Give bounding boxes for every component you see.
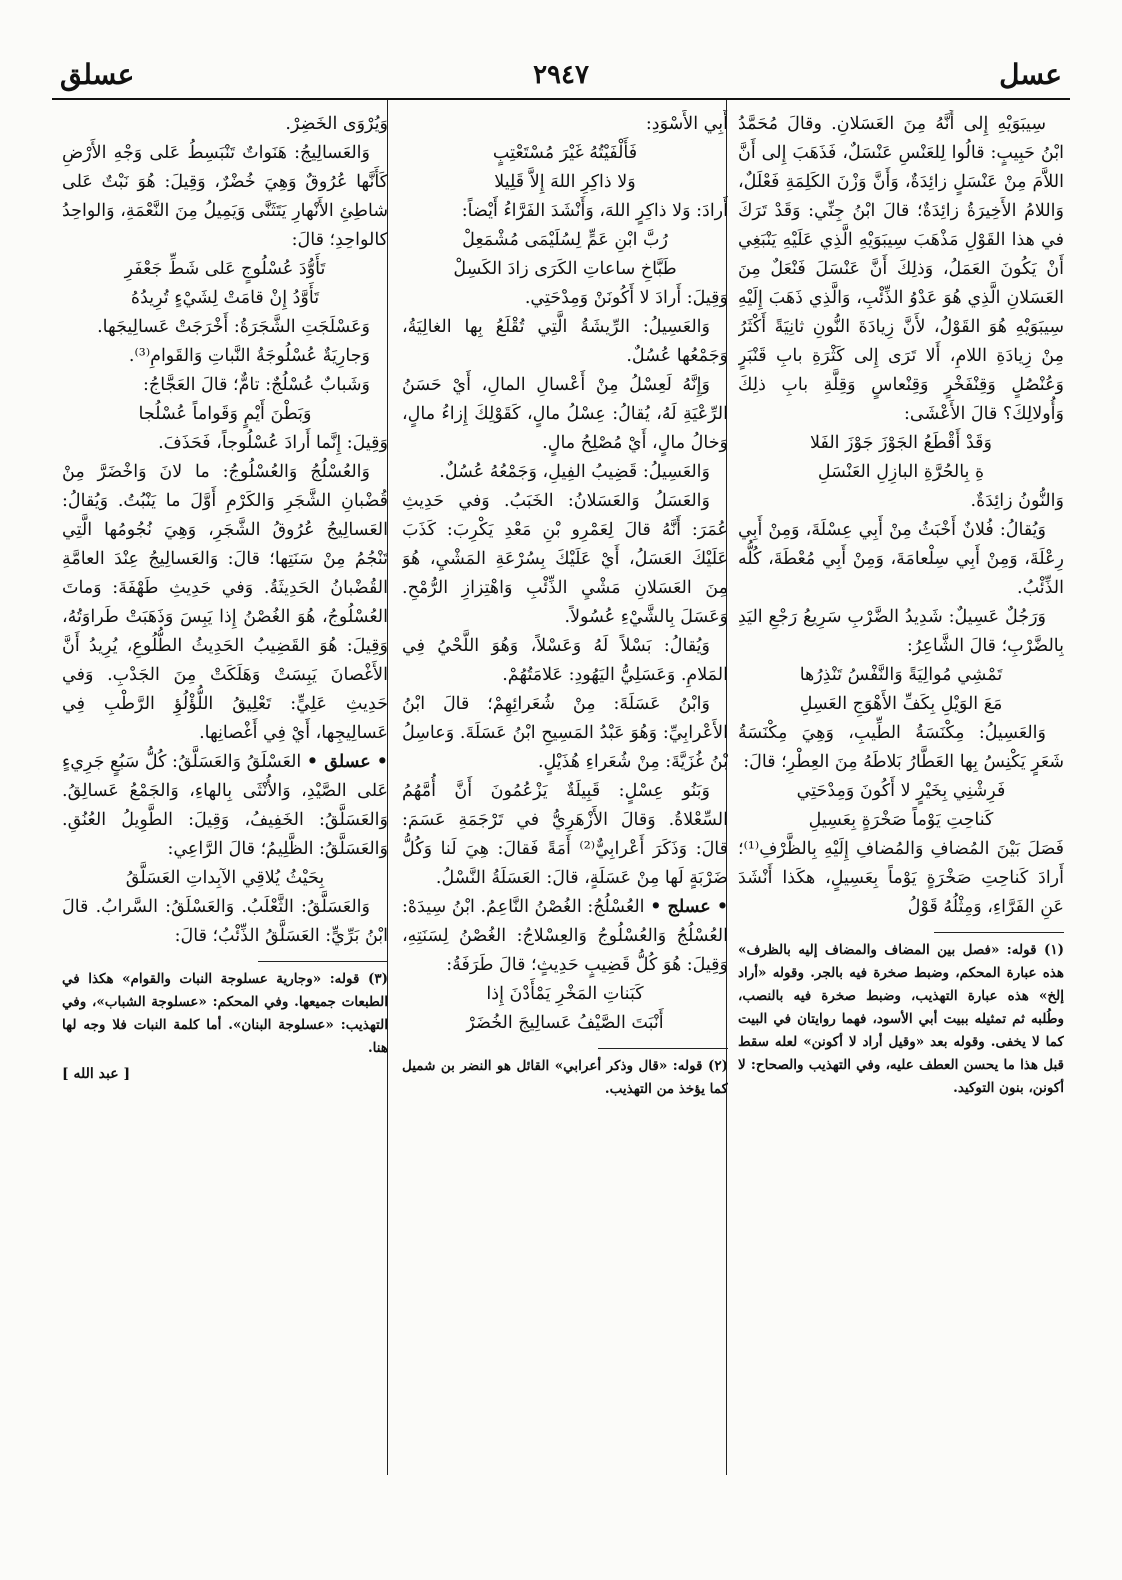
- paragraph: وَقِيلَ: إِنَّما أَرادَ عُسْلُوجاً، فَحَذَفَ.: [158, 433, 388, 453]
- paragraph: أَبِي الأَسْوَدِ:: [645, 114, 728, 134]
- verse-line: طَبَّاخِ ساعاتِ الكَرَى زادَ الكَسِلْ: [453, 259, 677, 279]
- paragraph: وَقِيلَ: أَرادَ لا أَكُونَنْ وَمِدْحَتِي.: [524, 288, 728, 308]
- verse-line: كَناحِتِ يَوْماً صَخْرَةٍ بِعَسِيلِ: [808, 810, 994, 830]
- verse-line: فَرِشْنِي بِخَيْرٍ لا أَكُونَ وَمِدْحَتِي: [796, 781, 1006, 801]
- verse-line: رُبَّ ابْنِ عَمٍّ لِسُلَيْمَى مُشْمَعِلْ: [462, 230, 668, 250]
- paragraph: وَيُرْوَى الخَضِرْ.: [285, 114, 388, 134]
- verse-line: وَلا ذاكِرِ اللهَ إِلاَّ قَلِيلا: [494, 172, 636, 192]
- page-header: [52, 58, 1070, 100]
- paragraph: أَرادَ: وَلا ذاكِرٍ اللهَ، وَأَنْشَدَ الفَرَّاءُ أَيْضاً:: [461, 201, 728, 221]
- footnote-separator: [934, 932, 1064, 933]
- entry-body: العَسْلَقُ وَالعَسَلَّقُ: كُلُّ سَبُعٍ جَرِيءٍ عَلى الصَّيْدِ، وَالأُنْثَى بِالهاءِ، وَالجَمْعُ عَسالِقُ. وَالعَسَلَّقُ: الخَفِيفُ، وَقِيلَ: الطَّوِيلُ العُنُقِ. وَالعَسَلَّقُ: الظَّلِيمُ؛ قالَ الرَّاعِي:: [62, 752, 388, 859]
- paragraph: وَجارِيَةٌ عُسْلُوجَةُ النَّباتِ وَالقَوامِ⁽³⁾.: [128, 346, 370, 366]
- paragraph: وَالعَسِيلُ: قَضِيبُ الفِيلِ، وَجَمْعُهُ عُسُلٌ.: [439, 462, 710, 482]
- dictionary-entry: [402, 893, 728, 980]
- verse-line: تَمْشِي مُوالِيَةً وَالنَّفْسُ تَنْذِرُها: [799, 665, 1003, 685]
- verse-line: وَبَطْنَ أَيْمٍ وَقَواماً عُسْلُجا: [138, 404, 312, 424]
- footnote: (١) قوله: «فصل بين المضاف والمضاف إليه بالظرف» هذه عبارة المحكم، وضبط صخرة فيه بالجر. وقوله «أراد إلخ» هذه عبارة التهذيب، وضبط صخرة فيه بالنصب، وطُلبه ثم تمثيله ببيت أبي الأسود، فهما روايتان في البيت كما لا يخفى. وقوله بعد «وقيل أراد لا أكونن» لعله سقط قبل هذا ما يحسن العطف عليه، وفي التهذيب والصحاح: لا أكونن، بنون التوكيد.: [738, 942, 1064, 1096]
- paragraph: وَابْنُ عَسَلَةَ: مِنْ شُعَرائِهِمْ؛ قالَ ابْنُ الأَعْرابِيِّ: وَهُوَ عَبْدُ المَسِيحِ ابْنُ عَسَلَةَ. وَعاسِلُ بْنُ غُزَيَّةَ: مِنْ شُعَراءِ هُذَيْلٍ.: [402, 694, 728, 772]
- column-right: [738, 110, 1064, 1470]
- footnote-separator: [258, 961, 388, 962]
- entry-headword: • عسلق •: [306, 752, 388, 772]
- header-left-word: عسلق: [60, 58, 135, 91]
- verse-line: كَبَناتِ المَخْرِ يَمْأَدْنَ إِذا: [486, 984, 644, 1004]
- paragraph: وَالنُّونُ زائِدَةٌ.: [970, 491, 1064, 511]
- entry-body: العُسْلُجُ: الغُصْنُ النَّاعِمُ. ابْنُ سِيدَهْ: العُسْلُجُ وَالعُسْلُوجُ وَالعِسْلاجُ: الغُصْنُ لِسَنَتِهِ، وَقِيلَ: هُوَ كُلُّ قَضِيبٍ حَدِيثٍ؛ قالَ طَرَفَةُ:: [402, 897, 728, 975]
- verse-line: فَأَلْفَيْتُهُ غَيْرَ مُسْتَعْتِبٍ: [492, 143, 638, 163]
- paragraph: وَالعَسِيلُ: مِكْنَسَةُ الطِّيبِ، وَهِيَ مِكْنَسَةُ شَعَرٍ يَكْنِسُ بِها العَطَّارُ بَلاطَهُ مِنَ العِطْرِ؛ قالَ:: [738, 723, 1064, 772]
- paragraph: وَالعَسِيلُ: الرِّيشَةُ الَّتِي تُقْلَعُ بِها الغالِيَةُ، وَجَمْعُها عُسُلٌ.: [402, 317, 728, 366]
- footnote-separator: [598, 1048, 728, 1049]
- paragraph: وَإِنَّهُ لَعِسْلُ مِنْ أَعْسالِ المالِ، أَيْ حَسَنُ الرِّعْيَةِ لَهُ، يُقالُ: عِسْلُ مالٍ، كَقَوْلِكَ إِزاءُ مالٍ، وَخالُ مالٍ، أَيْ مُصْلِحُ مالٍ.: [402, 375, 728, 453]
- verse-line: تَأَوُّدَ عُسْلُوجٍ عَلى شَطِّ جَعْفَرِ: [124, 259, 326, 279]
- page-number: ٢٩٤٧: [533, 60, 589, 90]
- paragraph: وَالعَسالِيجُ: هَنَواتٌ تَنْبَسِطُ عَلى وَجْهِ الأَرْضِ كَأَنَّها عُرُوقٌ وَهِيَ خُضْرٌ، وَقِيلَ: هُوَ نَبْتٌ عَلى شاطِئِ الأَنْهارِ يَتَثَنَّى وَيَمِيلُ مِنَ النَّعْمَةِ، وَالواحِدُ كالواحِدِ؛ قالَ:: [62, 143, 388, 250]
- column-middle: [402, 110, 728, 1470]
- footnote: (٢) قوله: «قال وذكر أعرابي» القائل هو النضر بن شميل كما يؤخذ من التهذيب.: [402, 1058, 728, 1097]
- paragraph: وَالعُسْلُجُ وَالعُسْلُوجُ: ما لانَ وَاخْضَرَّ مِنْ قُضْبانِ الشَّجَرِ وَالكَرْمِ أَوَّلَ ما يَنْبُتُ. وَيُقالُ: العَسالِيجُ عُرُوقُ الشَّجَرِ، وَهِيَ نُجُومُها الَّتِي تَنْجُمُ مِنْ سَنَتِها؛ قالَ: وَالعَسالِيجُ عِنْدَ العامَّةِ القُضْبانُ الحَدِيثَةُ. وَفي حَدِيثِ طَهْفَةَ: وَماتَ العُسْلُوجُ، هُوَ الغُصْنُ إِذا يَبِسَ وَذَهَبَتْ طَراوَتُهُ، وَقِيلَ: هُوَ القَضِيبُ الحَدِيثُ الطُّلُوعِ، يُرِيدُ أَنَّ الأَغْصانَ يَبِسَتْ وَهَلَكَتْ مِنَ الجَدْبِ. وَفي حَدِيثِ عَلِيٍّ: تَعْلِيقُ اللُّؤْلُؤِ الرَّطْبِ فِي عَسالِيجِها، أَيْ فِي أَغْصانِها.: [62, 462, 388, 743]
- verse-line: مَعَ الوَيْلِ بِكَفِّ الأَهْوَجِ العَسِلِ: [799, 694, 1003, 714]
- verse-line: أَنْبَتَ الصَّيْفُ عَسالِيجَ الخُضَرْ: [466, 1013, 664, 1033]
- header-right-word: عسل: [999, 58, 1062, 91]
- verse-line: بِحَيْثُ يُلاقِي الآبِداتِ العَسَلَّقُ: [125, 868, 325, 888]
- dictionary-entry: [62, 748, 388, 864]
- paragraph: وَعَسْلَجَتِ الشَّجَرَةُ: أَخْرَجَتْ عَسالِيجَها.: [97, 317, 370, 337]
- column-left: [62, 110, 388, 1470]
- paragraph: وَبَنُو عِسْلٍ: قَبِيلَةٌ يَزْعُمُونَ أَنَّ أُمَّهُمُ السِّعْلاةُ. وَقالَ الأَزْهَرِيُّ في تَرْجَمَةِ عَسَمَ: قالَ: وَذَكَرَ أَعْرابِيٌّ⁽²⁾ أَمَةً فَقالَ: هِيَ لَنا وَكُلُّ ضَرْبَةٍ لَها مِنْ عَسَلَةٍ، قالَ: العَسَلَةُ النَّسْلُ.: [402, 781, 728, 888]
- paragraph: وَرَجُلٌ عَسِيلٌ: شَدِيدُ الضَّرْبِ سَرِيعُ رَجْعِ اليَدِ بِالضَّرْبِ؛ قالَ الشَّاعِرُ:: [738, 607, 1064, 656]
- paragraph: وَالعَسَلَّقُ: الثَّعْلَبُ. وَالعَسْلَقُ: السَّرابُ. قالَ ابْنُ بَرِّيٍّ: العَسَلَّقُ الذِّئْبُ؛ قالَ:: [62, 897, 388, 946]
- paragraph: سِيبَوَيْهِ إِلى أَنَّهُ مِنَ العَسَلانِ. وقالَ مُحَمَّدُ ابْنُ حَبِيبٍ: قالُوا لِلعَنْسِ عَنْسَلٌ، فَذَهَبَ إِلى أَنَّ اللاَّمَ مِنْ عَنْسَلٍ زائِدَةٌ، وَأَنَّ وَزْنَ الكَلِمَةِ فَعْلَلٌ، وَاللامُ الأَخِيرَةُ زائِدَةٌ؛ قالَ ابْنُ جِنِّي: وَقَدْ تَرَكَ في هذا القَوْلِ مَذْهَبَ سِيبَوَيْهِ الَّذِي عَلَيْهِ يَنْبَغِي أَنْ يَكُونَ العَمَلُ، وَذلِكَ أَنَّ عَنْسَلَ فَنْعَلٌ مِنَ العَسَلانِ الَّذِي هُوَ عَدْوُ الذِّئْبِ، وَالَّذِي ذَهَبَ إِلَيْهِ سِيبَوَيْهِ هُوَ القَوْلُ، لأَنَّ زِيادَةَ النُّونِ ثانِيَةً أَكْثَرُ مِنْ زِيادَةِ اللامِ، أَلا تَرَى إِلى كَثْرَةِ بابِ قَنْبَرٍ وَعُنْصُلٍ وَقِنْفَخْرٍ وَقِنْعاسٍ وَقِلَّةِ بابِ ذلِكَ وَأُولالِكَ؟ قالَ الأَعْشَى:: [738, 114, 1064, 424]
- paragraph: وَيُقالُ: فُلانٌ أَخْبَثُ مِنْ أَبِي عِسْلَةَ، وَمِنْ أَبِي رِعْلَةَ، وَمِنْ أَبِي سِلْعامَةَ، وَمِنْ أَبِي مُعْطَةَ، كُلُّه الذِّئْبُ.: [738, 520, 1064, 598]
- footnote: (٣) قوله: «وجارية عسلوجة النبات والقوام» هكذا في الطبعات جميعها. وفي المحكم: «عسلوجة الشباب»، وفي التهذيب: «عسلوجة البنان». أما كلمة النبات فلا وجه لها هنا.: [62, 971, 388, 1056]
- paragraph: وَشَبابٌ عُسْلُجٌ: تامٌّ؛ قالَ العَجَّاجُ:: [143, 375, 370, 395]
- entry-headword: • عسلج •: [650, 897, 728, 917]
- paragraph: فَصَلَ بَيْنَ المُضافِ وَالمُضافِ إِلَيْهِ بِالظَّرْفِ⁽¹⁾؛ أَرادَ كَناحِتِ صَخْرَةٍ يَوْماً بِعَسِيلٍ، هكَذا أَنْشَدَ عَنِ الفَرَّاءِ، وَمِثْلُهُ قَوْلُ: [738, 839, 1064, 917]
- paragraph: وَيُقالُ: بَسْلاً لَهُ وَعَسْلاً، وَهُوَ اللَّحْيُ فِي المَلامِ. وَعَسَلِيُّ اليَهُودِ: عَلامَتُهُمْ.: [402, 636, 728, 685]
- editor-signature: [ عبد الله ]: [62, 1066, 131, 1082]
- verse-line: تَأَوَّدُ إِنْ قامَتْ لِشَيْءٍ تُرِيدُهُ: [130, 288, 320, 308]
- paragraph: وَالعَسَلُ وَالعَسَلانُ: الخَبَبُ. وَفي حَدِيثِ عُمَرَ: أَنَّهُ قالَ لِعَمْرِو بْنِ مَعْدِ يَكْرِبَ: كَذَبَ عَلَيْكَ العَسَلُ، أَيْ عَلَيْكَ بِسُرْعَةِ المَشْيِ، هُوَ مِنَ العَسَلانِ مَشْيِ الذِّئْبِ وَاهْتِزازِ الرُّمْحِ. وَعَسَلَ بِالشَّيْءِ عُسُولاً.: [402, 491, 728, 627]
- verse-line: ةِ بِالحُرَّةِ البازِلِ العَنْسَلِ: [817, 462, 985, 482]
- verse-line: وَقَدْ أَقْطَعُ الجَوْزَ جَوْزَ الفَلا: [810, 433, 992, 453]
